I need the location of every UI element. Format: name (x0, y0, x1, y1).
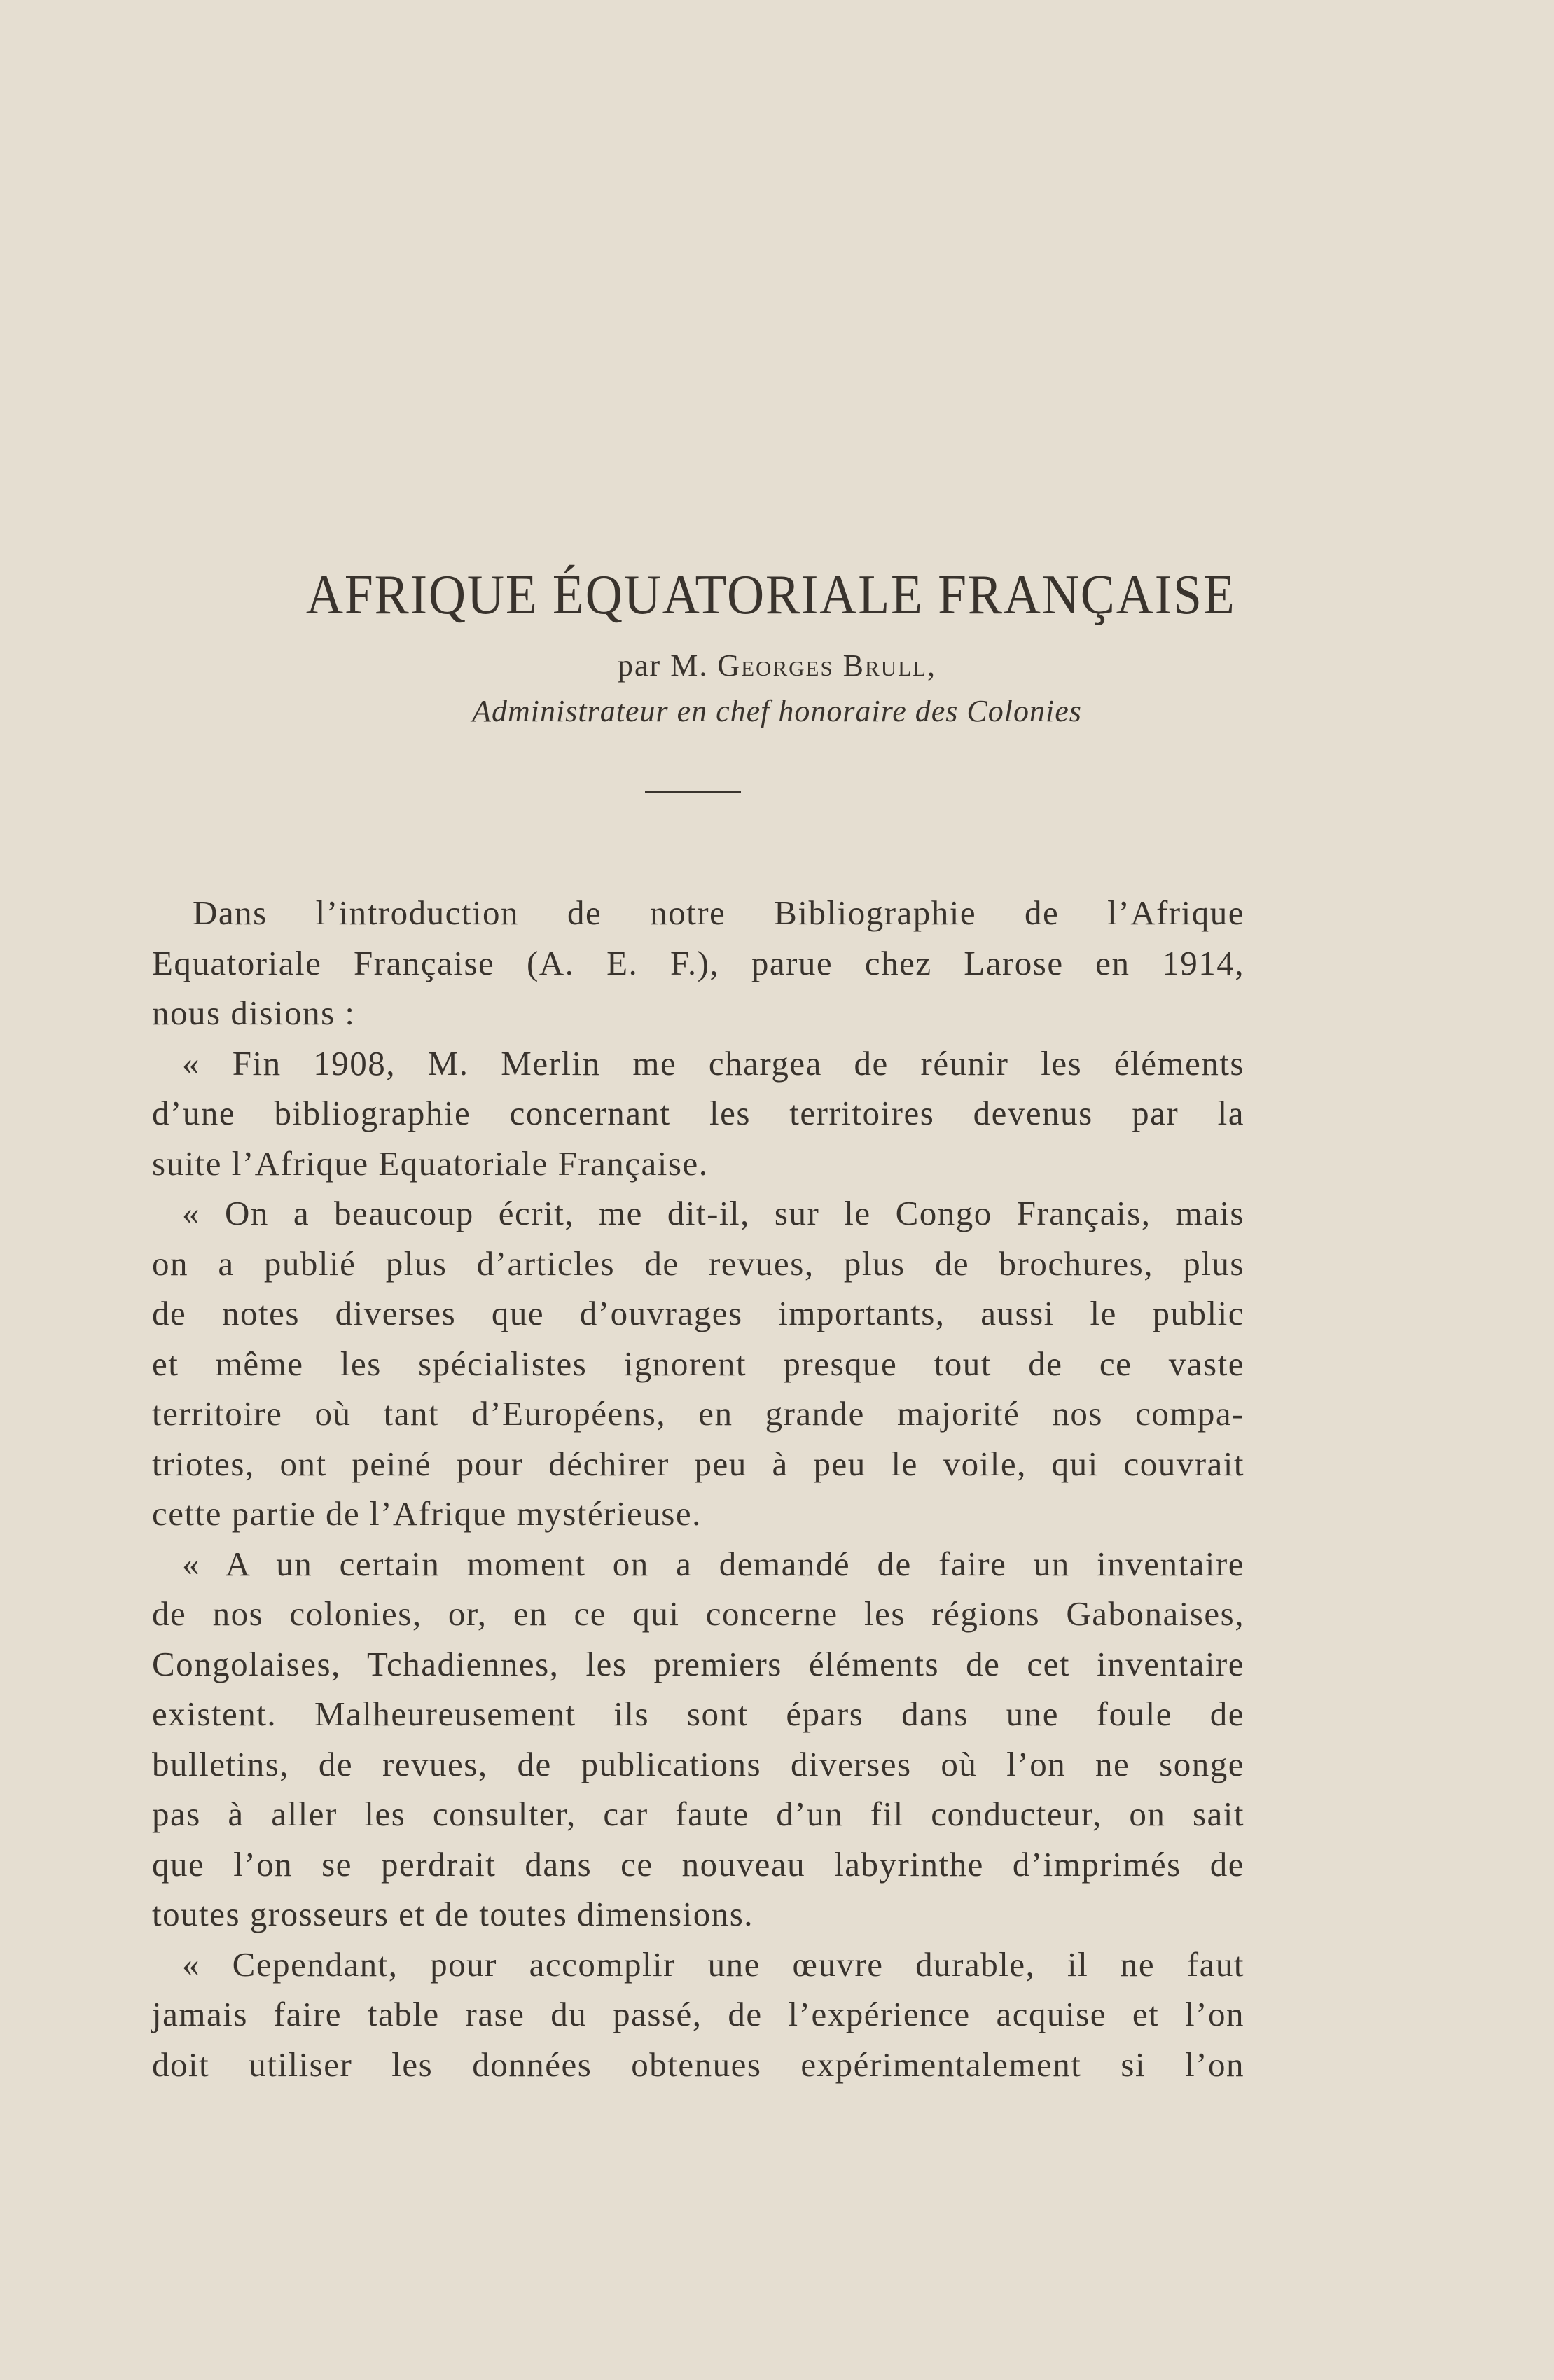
byline (0, 648, 1554, 683)
text-line: « Cependant, pour accomplir une œuvre durable, il ne faut (182, 1944, 1244, 1984)
text-line: toutes grosseurs et de toutes dimensions. (152, 1895, 754, 1933)
text-line: jamais faire table rase du passé, de l’expérience acquise et l’on (152, 1995, 1244, 2033)
text-line: on a publié plus d’articles de revues, plus de brochures, plus (152, 1244, 1244, 1283)
text-line: bulletins, de revues, de publications diverses où l’on ne songe (152, 1744, 1244, 1783)
text-line: existent. Malheureusement ils sont épars dans une foule de (152, 1694, 1244, 1733)
text-line: et même les spécialistes ignorent presque tout de ce vaste (152, 1344, 1244, 1383)
text-line: nous disions : (152, 994, 356, 1032)
text-line: Congolaises, Tchadiennes, les premiers éléments de cet inventaire (152, 1644, 1244, 1683)
text-line: de notes diverses que d’ouvrages importants, aussi le public (152, 1294, 1244, 1332)
article-body (152, 888, 1244, 2089)
article-title: AFRIQUE ÉQUATORIALE FRANÇAISE (305, 564, 1236, 626)
text-line: cette partie de l’Afrique mystérieuse. (152, 1494, 702, 1533)
text-line: territoire où tant d’Européens, en grande majorité nos compa- (152, 1394, 1244, 1433)
text-line: Equatoriale Française (A. E. F.), parue chez Larose en 1914, (152, 943, 1244, 982)
text-line: de nos colonies, or, en ce qui concerne les régions Gabonaises, (152, 1594, 1244, 1633)
text-line: « A un certain moment on a demandé de faire un inventaire (182, 1544, 1244, 1583)
text-line: triotes, ont peiné pour déchirer peu à peu le voile, qui couvrait (152, 1444, 1244, 1483)
text-line: doit utiliser les données obtenues expérimentalement si l’on (152, 2045, 1244, 2084)
section-divider (645, 791, 741, 793)
text-line: pas à aller les consulter, car faute d’un fil conducteur, on sait (152, 1795, 1244, 1833)
text-line: d’une bibliographie concernant les territoires devenus par la (152, 1094, 1244, 1132)
author-name: Georges Brull, (717, 648, 936, 683)
text-line: que l’on se perdrait dans ce nouveau labyrinthe d’imprimés de (152, 1844, 1244, 1884)
text-line: Dans l’introduction de notre Bibliographie de l’Afrique (193, 893, 1244, 932)
text-line: suite l’Afrique Equatoriale Française. (152, 1143, 709, 1183)
author-role: Administrateur en chef honoraire des Colonies (472, 694, 1082, 728)
text-line: « Fin 1908, M. Merlin me chargea de réunir les éléments (182, 1043, 1244, 1083)
text-line: « On a beaucoup écrit, me dit-il, sur le Congo Français, mais (182, 1194, 1244, 1232)
byline-prefix: par M. (618, 648, 709, 683)
